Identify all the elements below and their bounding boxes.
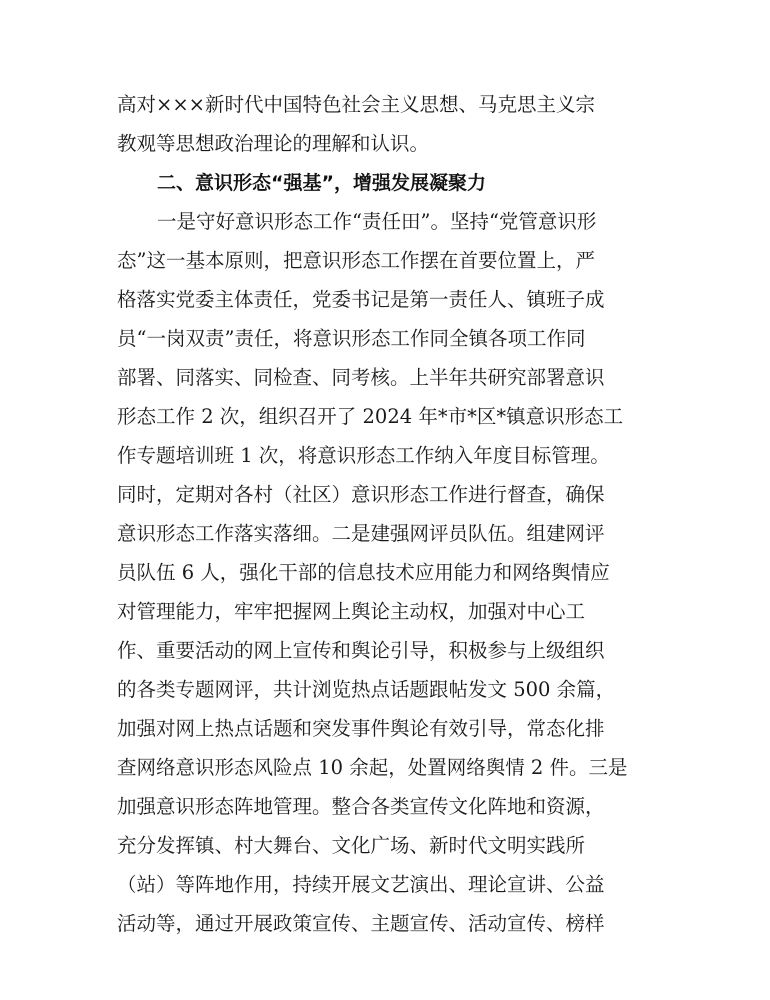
text-line: 员“一岗双责”责任，将意识形态工作同全镇各项工作同 bbox=[117, 327, 586, 350]
section-heading: 二、意识形态“强基”，增强发展凝聚力 bbox=[157, 172, 486, 194]
text-line: 活动等，通过开展政策宣传、主题宣传、活动宣传、榜样 bbox=[117, 912, 605, 935]
text-line: 态”这一基本原则，把意识形态工作摆在首要位置上，严 bbox=[117, 249, 595, 272]
text-line: 查网络意识形态风险点 10 余起，处置网络舆情 2 件。三是 bbox=[117, 756, 628, 779]
text-line: 部署、同落实、同检查、同考核。上半年共研究部署意识 bbox=[117, 366, 605, 389]
text-line: 的各类专题网评，共计浏览热点话题跟帖发文 500 余篇， bbox=[117, 678, 616, 701]
text-line: 加强对网上热点话题和突发事件舆论有效引导，常态化排 bbox=[117, 717, 605, 740]
paragraph-first-line: 一是守好意识形态工作“责任田”。坚持“党管意识形 bbox=[157, 210, 597, 233]
text-line: 对管理能力，牢牢把握网上舆论主动权，加强对中心工 bbox=[117, 600, 586, 623]
text-line: （站）等阵地作用，持续开展文艺演出、理论宣讲、公益 bbox=[117, 873, 605, 896]
text-line: 加强意识形态阵地管理。整合各类宣传文化阵地和资源， bbox=[117, 795, 605, 818]
text-line: 教观等思想政治理论的理解和认识。 bbox=[117, 132, 430, 155]
text-line: 充分发挥镇、村大舞台、文化广场、新时代文明实践所 bbox=[117, 834, 586, 857]
text-line: 作专题培训班 1 次，将意识形态工作纳入年度目标管理。 bbox=[117, 444, 610, 467]
text-line: 员队伍 6 人，强化干部的信息技术应用能力和网络舆情应 bbox=[117, 561, 610, 584]
text-line: 高对×××新时代中国特色社会主义思想、马克思主义宗 bbox=[117, 93, 596, 116]
text-line: 意识形态工作落实落细。二是建强网评员队伍。组建网评 bbox=[117, 522, 605, 545]
text-line: 形态工作 2 次，组织召开了 2024 年*市*区*镇意识形态工 bbox=[117, 405, 624, 428]
text-line: 格落实党委主体责任，党委书记是第一责任人、镇班子成 bbox=[117, 288, 605, 311]
text-line: 同时，定期对各村（社区）意识形态工作进行督查，确保 bbox=[117, 483, 605, 506]
text-line: 作、重要活动的网上宣传和舆论引导，积极参与上级组织 bbox=[117, 639, 605, 662]
